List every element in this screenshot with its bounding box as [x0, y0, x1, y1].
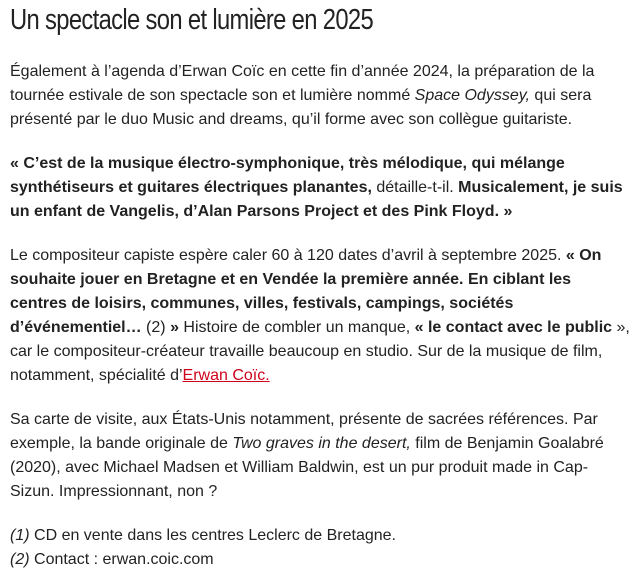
film-title: Two graves in the desert,: [232, 435, 411, 452]
footnote-text: CD en vente dans les centres Leclerc de Bretagne.: [29, 527, 396, 544]
footnotes: [10, 524, 632, 572]
paragraph-text: Sa carte de visite, aux États-Unis notamment, présente de sacrées références. Par exemple, la bande originale de: [10, 411, 598, 452]
paragraph-text: Histoire de combler un manque,: [178, 319, 415, 336]
paragraph-text: Également à l’agenda d’Erwan Coïc en cette fin d’année 2024, la préparation de la tournée estivale de son spectacle son et lumière nommé: [10, 63, 595, 104]
quote-close: »: [170, 319, 179, 336]
paragraph-text: Le compositeur capiste espère caler 60 à 120 dates d’avril à septembre 2025.: [10, 247, 566, 264]
erwan-coic-link[interactable]: Erwan Coïc.: [182, 367, 270, 384]
footnote-text: Contact : erwan.coic.com: [29, 551, 214, 568]
paragraph-text: », car le compositeur-créateur travaille beaucoup en studio. Sur de la musique de film, notamment, spécialité d’: [10, 319, 630, 384]
paragraph-text: qui sera présenté par le duo Music and dreams, qu’il forme avec son collègue guitariste.: [10, 87, 592, 128]
paragraph-tour-dates: [10, 244, 632, 388]
footnote-marker: (2): [10, 551, 30, 568]
quote-text: « On souhaite jouer en Bretagne et en Vendée la première année. En ciblant les centres de loisirs, communes, villes, festivals, campings, sociétés d’événementiel…: [10, 247, 602, 336]
footnote-marker: (1): [10, 527, 30, 544]
paragraph-text: film de Benjamin Goalabré (2020), avec Michael Madsen et William Baldwin, est un pur produit made in Cap-Sizun. Impressionnant, non ?: [10, 435, 604, 500]
paragraph-intro: [10, 60, 632, 132]
quote-text: « C’est de la musique électro-symphonique, très mélodique, qui mélange synthétiseurs et guitares électriques planantes,: [10, 155, 565, 196]
paragraph-text: détaille-t-il.: [371, 179, 459, 196]
quote-text: Musicalement, je suis un enfant de Vangelis, d’Alan Parsons Project et des Pink Floyd. »: [10, 179, 623, 220]
show-title: Space Odyssey,: [414, 87, 530, 104]
article-subheading: Un spectacle son et lumière en 2025: [10, 4, 374, 36]
quote-text: « le contact avec le public: [414, 319, 613, 336]
footnote-reference: (2): [141, 319, 171, 336]
paragraph-quote: [10, 152, 632, 224]
paragraph-references: [10, 408, 632, 504]
